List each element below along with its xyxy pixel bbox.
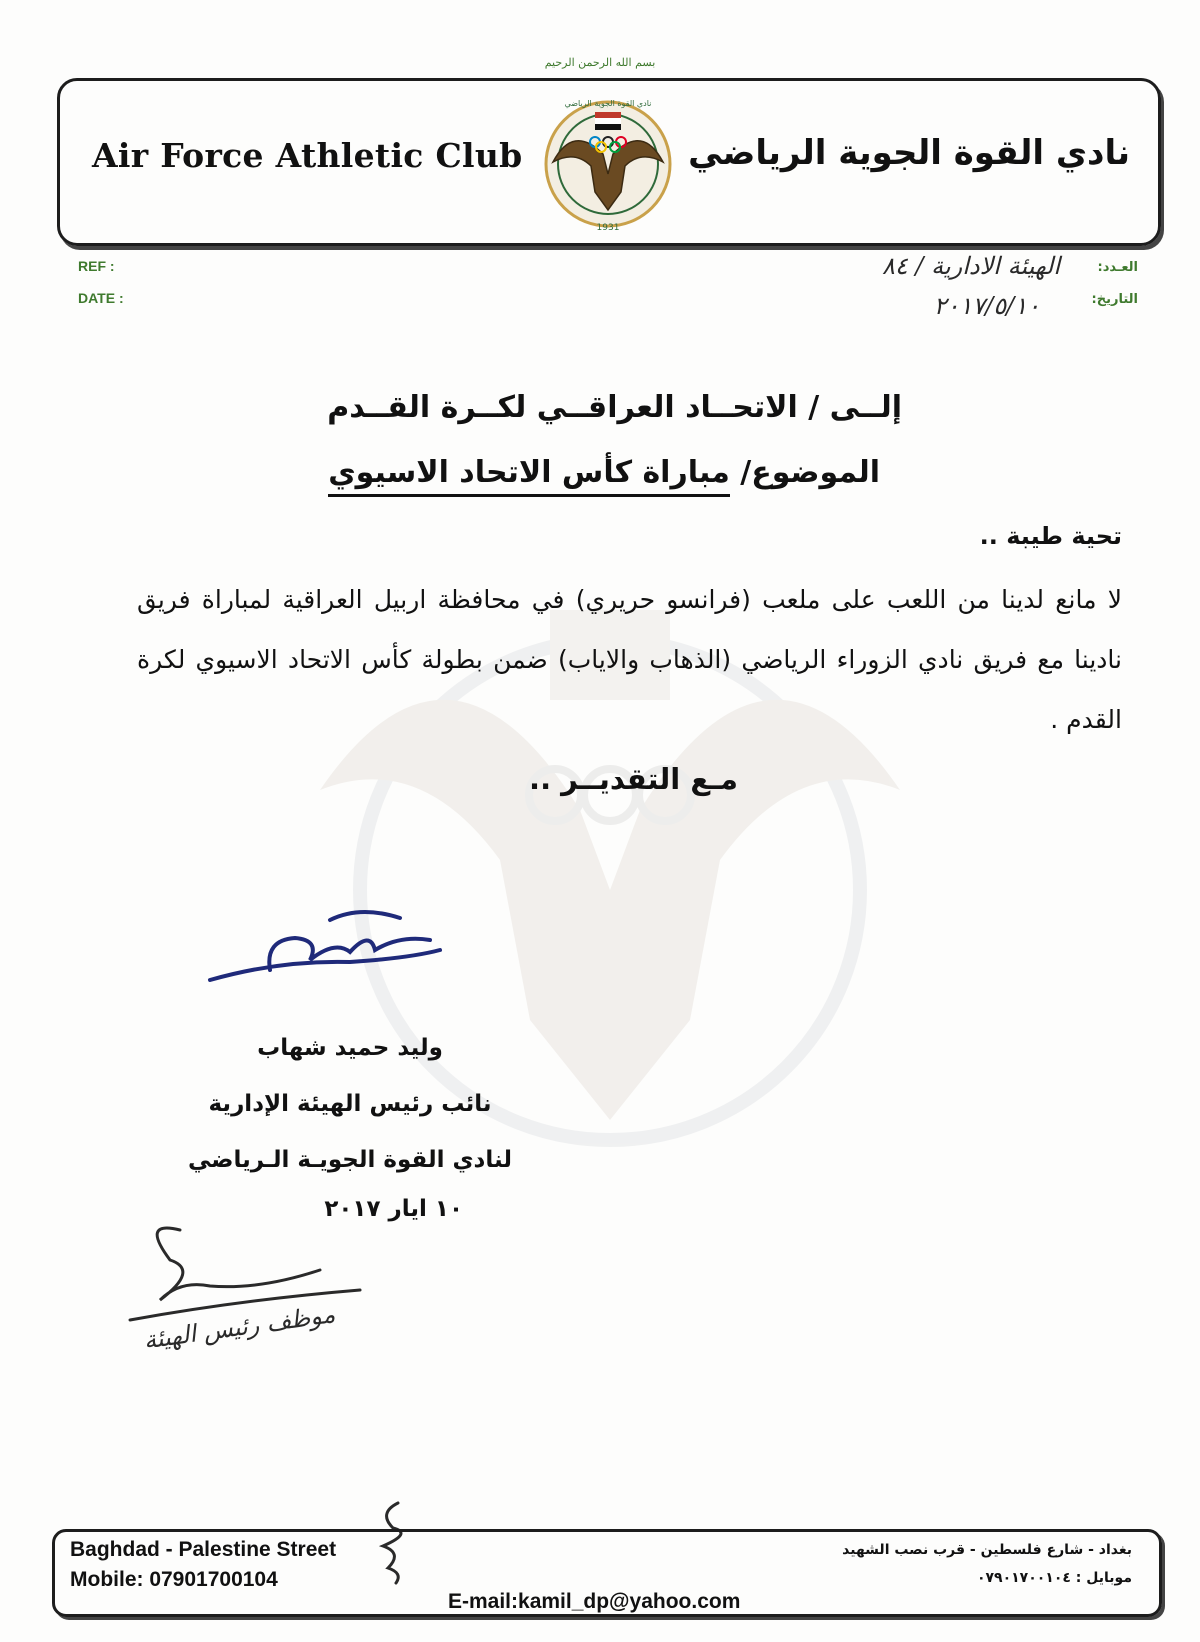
ref-label-ar: العـدد:	[1097, 260, 1138, 275]
emblem-year: 1931	[596, 223, 620, 233]
signature-block	[160, 1020, 540, 1188]
letter-closing: مـع التقديــر ..	[529, 762, 738, 796]
signatory-title: نائب رئيس الهيئة الإدارية	[208, 1091, 492, 1117]
date-label-ar: التاريخ:	[1091, 292, 1138, 307]
letter-greeting: تحية طيبة ..	[979, 522, 1122, 550]
signatory-organization: لنادي القوة الجويـة الـرياضي	[187, 1147, 513, 1173]
emblem-caption: نادي القوة الجوية الرياضي	[564, 99, 652, 108]
signature-scribble	[200, 900, 460, 990]
letter-recipient: إلــى / الاتحــاد العراقــي لكــرة القــدم	[327, 390, 902, 425]
signatory-name: وليد حميد شهاب	[257, 1035, 443, 1061]
letter-body: لا مانع لدينا من اللعب على ملعب (فرانسو حريري) في محافظة اربيل العراقية لمباراة فريق نادينا مع فريق نادي الزوراء الرياضي (الذهاب والاياب) ضمن بطولة كأس الاتحاد الاسيوي لكرة القدم .	[137, 585, 1122, 734]
subject-value: مباراة كأس الاتحاد الاسيوي	[328, 455, 730, 497]
footer-address-ar: بغداد - شارع فلسطين - قرب نصب الشهيد	[842, 1542, 1132, 1558]
date-label-en: DATE :	[78, 290, 124, 306]
date-handwritten: ٢٠١٧/٥/١٠	[933, 292, 1040, 320]
subject-label: الموضوع/	[740, 455, 880, 490]
club-emblem-logo	[533, 84, 683, 244]
signature-date: ١٠ ايار ٢٠١٧	[324, 1196, 463, 1222]
letter-subject	[328, 455, 880, 497]
footer-mobile-en: Mobile: 07901700104	[70, 1568, 278, 1591]
footer-address-en: Baghdad - Palestine Street	[70, 1538, 337, 1561]
club-name-arabic: نادي القوة الجوية الرياضي	[688, 133, 1130, 173]
club-name-english: Air Force Athletic Club	[92, 136, 523, 175]
footer-email[interactable]: E-mail:kamil_dp@yahoo.com	[448, 1590, 741, 1613]
footer-mobile-ar: موبايل : ٠٧٩٠١٧٠٠١٠٤	[976, 1570, 1132, 1586]
ref-number-handwritten: الهيئة الادارية / ٨٤	[882, 252, 1060, 280]
annotation-text: موظف رئيس الهيئة	[141, 1300, 337, 1355]
ref-label-en: REF :	[78, 258, 115, 274]
bismillah-text: بسم الله الرحمن الرحيم	[544, 56, 656, 69]
